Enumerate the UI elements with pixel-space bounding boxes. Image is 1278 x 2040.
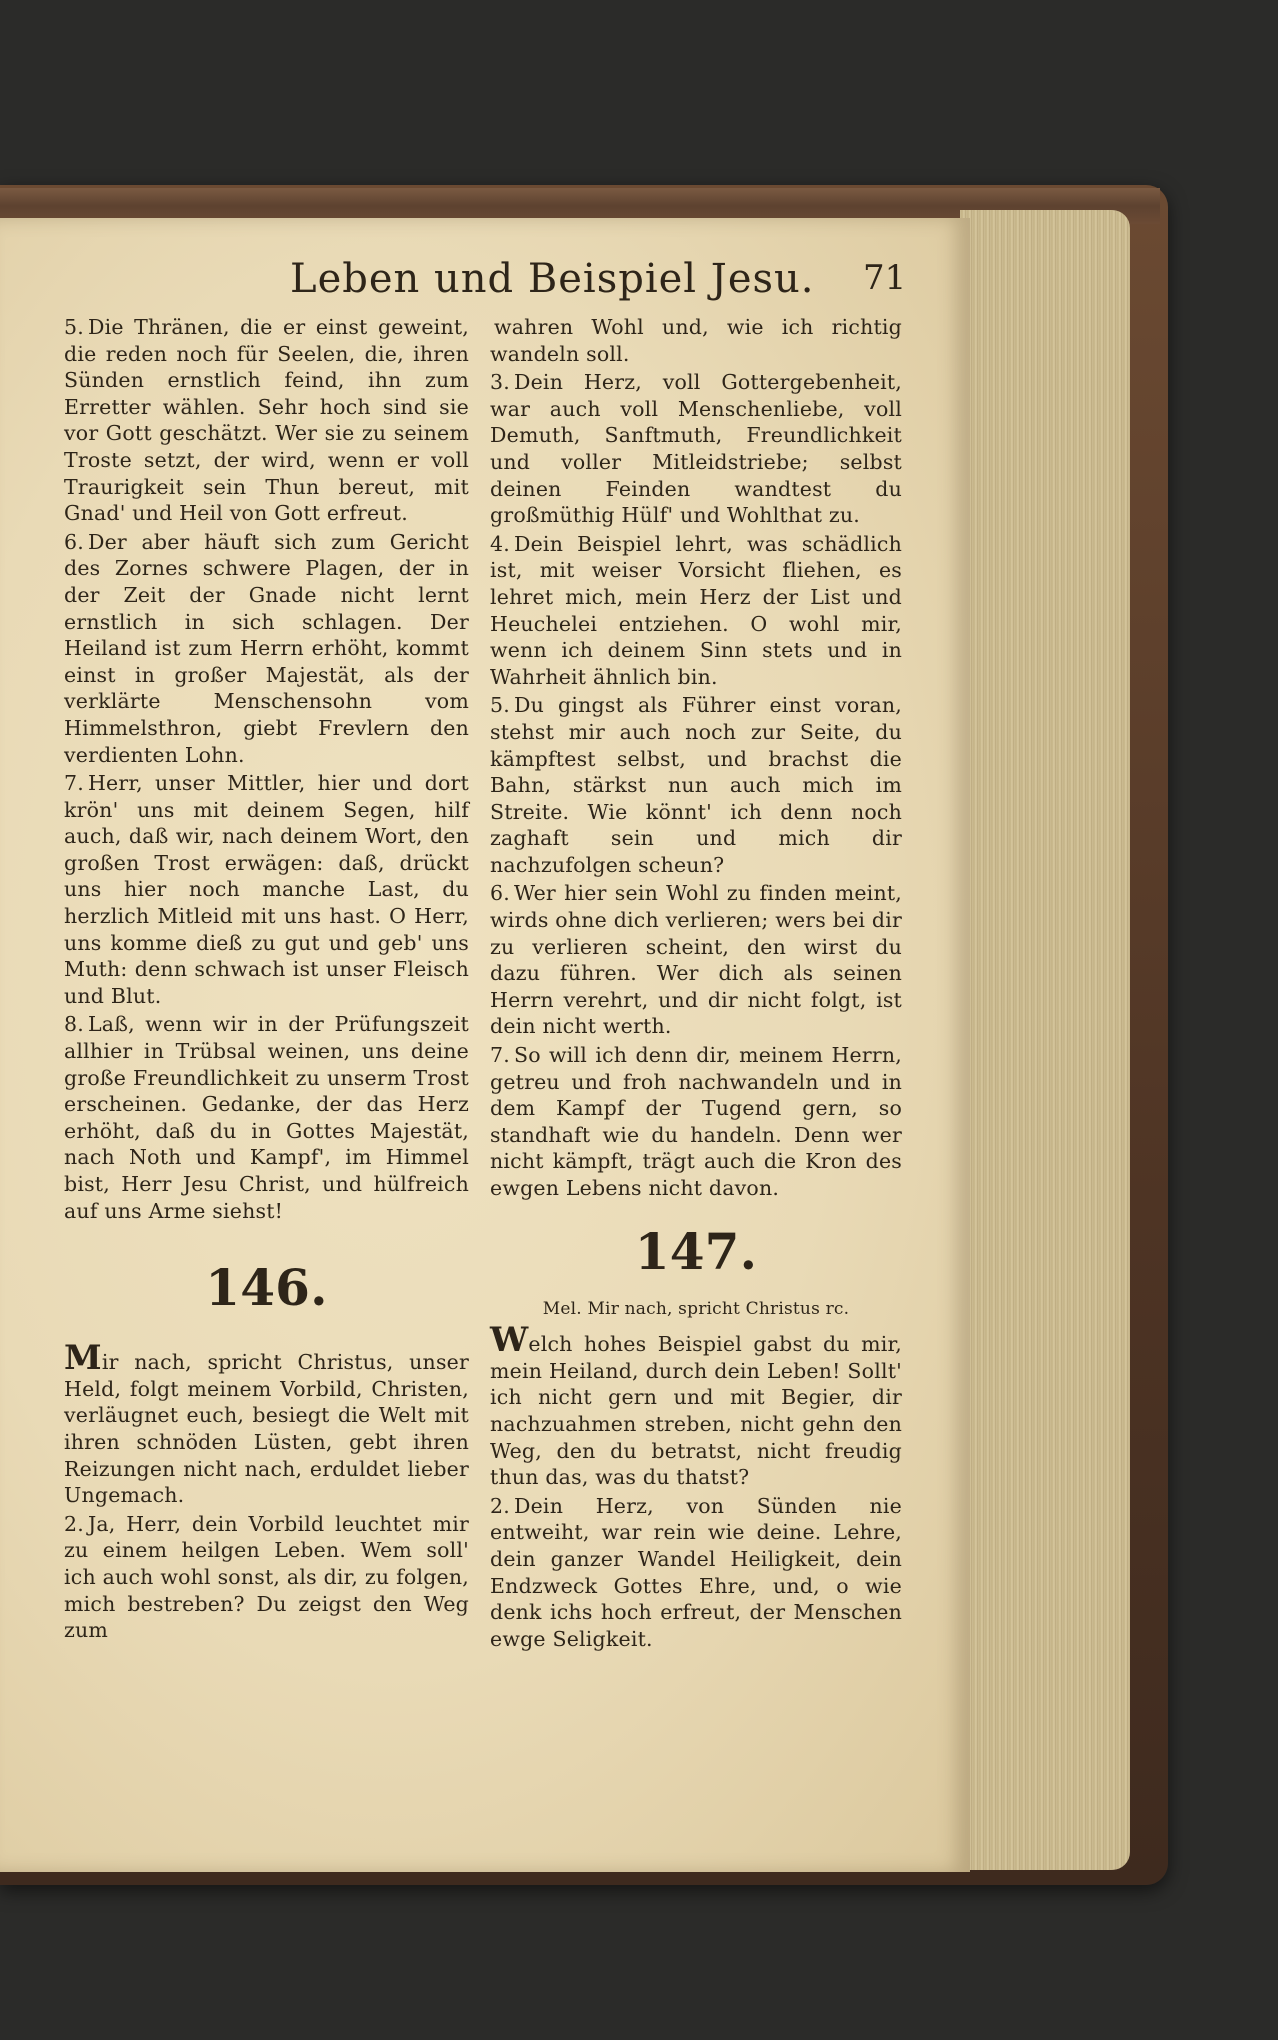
initial-letter: W xyxy=(490,1320,529,1361)
right-column xyxy=(490,314,902,1654)
verse-number: 5. xyxy=(64,315,84,339)
verse xyxy=(490,880,902,1040)
verse-text: ir nach, spricht Christus, unser Held, folgt meinem Vorbild, Christen, verläugnet euch, besiegt die Welt mit ihren schnöden Lüsten, gebt ihren Reizungen nicht nach, erduldet lieber Ungemach. xyxy=(64,1350,469,1508)
verse xyxy=(64,1511,469,1644)
verse-number: 6. xyxy=(64,529,84,554)
verse xyxy=(490,1493,902,1653)
verse xyxy=(490,1042,902,1202)
verse xyxy=(64,529,469,768)
verse-number: 3. xyxy=(490,370,510,395)
verse-number: 7. xyxy=(490,1043,510,1068)
verse xyxy=(64,1011,469,1224)
verse-number: 8. xyxy=(64,1012,84,1037)
verse-text: Die Thränen, die er einst geweint, die reden noch für Seelen, die, ihren Sünden ernstlich feind, ihn zum Erretter wählen. Sehr hoch sind sie vor Gott geschätzt. Wer sie zu seinem Troste setzt, der wird, wenn er voll Traurigkeit sein Thun bereut, mit Gnad' und Heil von Gott erfreut. xyxy=(64,315,469,526)
verse-number: 6. xyxy=(490,881,510,906)
verse-text: elch hohes Beispiel gabst du mir, mein Heiland, durch dein Leben! Sollt' ich nicht gern und mit Begier, dir nachzuahmen streben, nicht gehn den Weg, den du betratst, nicht freudig thun das, was du thatst? xyxy=(490,1332,902,1490)
verse xyxy=(64,314,469,527)
verse xyxy=(64,770,469,1009)
verse xyxy=(490,1320,902,1491)
hymn-number-147: 147. xyxy=(634,1221,758,1281)
verse-text: wahren Wohl und, wie ich richtig wandeln soll. xyxy=(490,315,902,366)
melody-line: Mel. Mir nach, spricht Christus rc. xyxy=(542,1298,850,1319)
verse-text: Laß, wenn wir in der Prüfungszeit allhier in Trübsal weinen, uns deine große Freundlichkeit zu unserm Trost erscheinen. Gedanke, der das Herz erhöht, daß du in Gottes Majestät, nach Noth und Kampf', im Himmel bist, Herr Jesu Christ, und hülfreich auf uns Arme siehst! xyxy=(64,1012,469,1223)
verse xyxy=(64,1338,469,1509)
verse-number: 2. xyxy=(64,1511,84,1536)
verse-text: Du gingst als Führer einst voran, stehst mir auch noch zur Seite, du kämpftest selbst, und brachst die Bahn, stärkst nun auch mich im Streite. Wie könnt' ich denn noch zaghaft sein und mich dir nachzufolgen scheun? xyxy=(490,693,902,877)
verse xyxy=(490,369,902,529)
hymn-number-146: 146. xyxy=(205,1258,328,1318)
verse-text: Ja, Herr, dein Vorbild leuchtet mir zu einem heilgen Leben. Wem soll' ich auch wohl sonst, als dir, zu folgen, mich bestreben? Du zeigst den Weg zum xyxy=(64,1511,469,1643)
page-title: Leben und Beispiel Jesu. xyxy=(290,256,815,302)
verse-text: Der aber häuft sich zum Gericht des Zornes schwere Plagen, der in der Zeit der Gnade nicht lernt ernstlich in sich schlagen. Der Heiland ist zum Herrn erhöht, kommt einst in großer Majestät, als der verklärte Menschensohn vom Himmelsthron, giebt Frevlern den verdienten Lohn. xyxy=(64,529,469,767)
verse xyxy=(490,692,902,878)
page-number: 71 xyxy=(863,258,907,298)
verse-number: 5. xyxy=(490,693,510,718)
left-column xyxy=(64,314,469,1646)
page-edges xyxy=(960,210,1130,1870)
verse-number: 2. xyxy=(490,1493,510,1518)
verse-number: 4. xyxy=(490,531,510,556)
verse xyxy=(490,531,902,691)
verse-text: Wer hier sein Wohl zu finden meint, wirds ohne dich verlieren; wers bei dir zu verlieren scheint, den wirst du dazu führen. Wer dich als seinen Herrn verehrt, und dir nicht folgt, ist dein nicht werth. xyxy=(490,881,902,1039)
verse-text: Herr, unser Mittler, hier und dort krön' uns mit deinem Segen, hilf auch, daß wir, nach deinem Wort, den großen Trost erwägen: daß, drückt uns hier noch manche Last, du herzlich Mitleid mit uns hast. O Herr, uns komme dieß zu gut und geb' uns Muth: denn schwach ist unser Fleisch und Blut. xyxy=(64,771,469,1008)
running-head xyxy=(0,250,970,304)
book-page xyxy=(0,218,970,1872)
verse xyxy=(490,314,902,367)
verse-number: 7. xyxy=(64,771,84,796)
verse-text: So will ich denn dir, meinem Herrn, getreu und froh nachwandeln und in dem Kampf der Tugend gern, so standhaft wie du handeln. Denn wer nicht kämpft, trägt auch die Kron des ewgen Lebens nicht davon. xyxy=(490,1043,902,1200)
verse-text: Dein Herz, von Sünden nie entweiht, war rein wie deine. Lehre, dein ganzer Wandel Heiligkeit, dein Endzweck Gottes Ehre, und, o wie denk ichs hoch erfreut, der Menschen ewge Seligkeit. xyxy=(490,1493,902,1651)
verse-text: Dein Herz, voll Gottergebenheit, war auch voll Menschenliebe, voll Demuth, Sanftmuth, Freundlichkeit und voller Mitleidstriebe; selbst deinen Feinden wandtest du großmüthig Hülf' und Wohlthat zu. xyxy=(490,370,902,528)
verse-text: Dein Beispiel lehrt, was schädlich ist, mit weiser Vorsicht fliehen, es lehret mich, mein Herz der List und Heuchelei entziehen. O wohl mir, wenn ich deinem Sinn stets und in Wahrheit ähnlich bin. xyxy=(490,531,902,689)
initial-letter: M xyxy=(64,1338,102,1379)
